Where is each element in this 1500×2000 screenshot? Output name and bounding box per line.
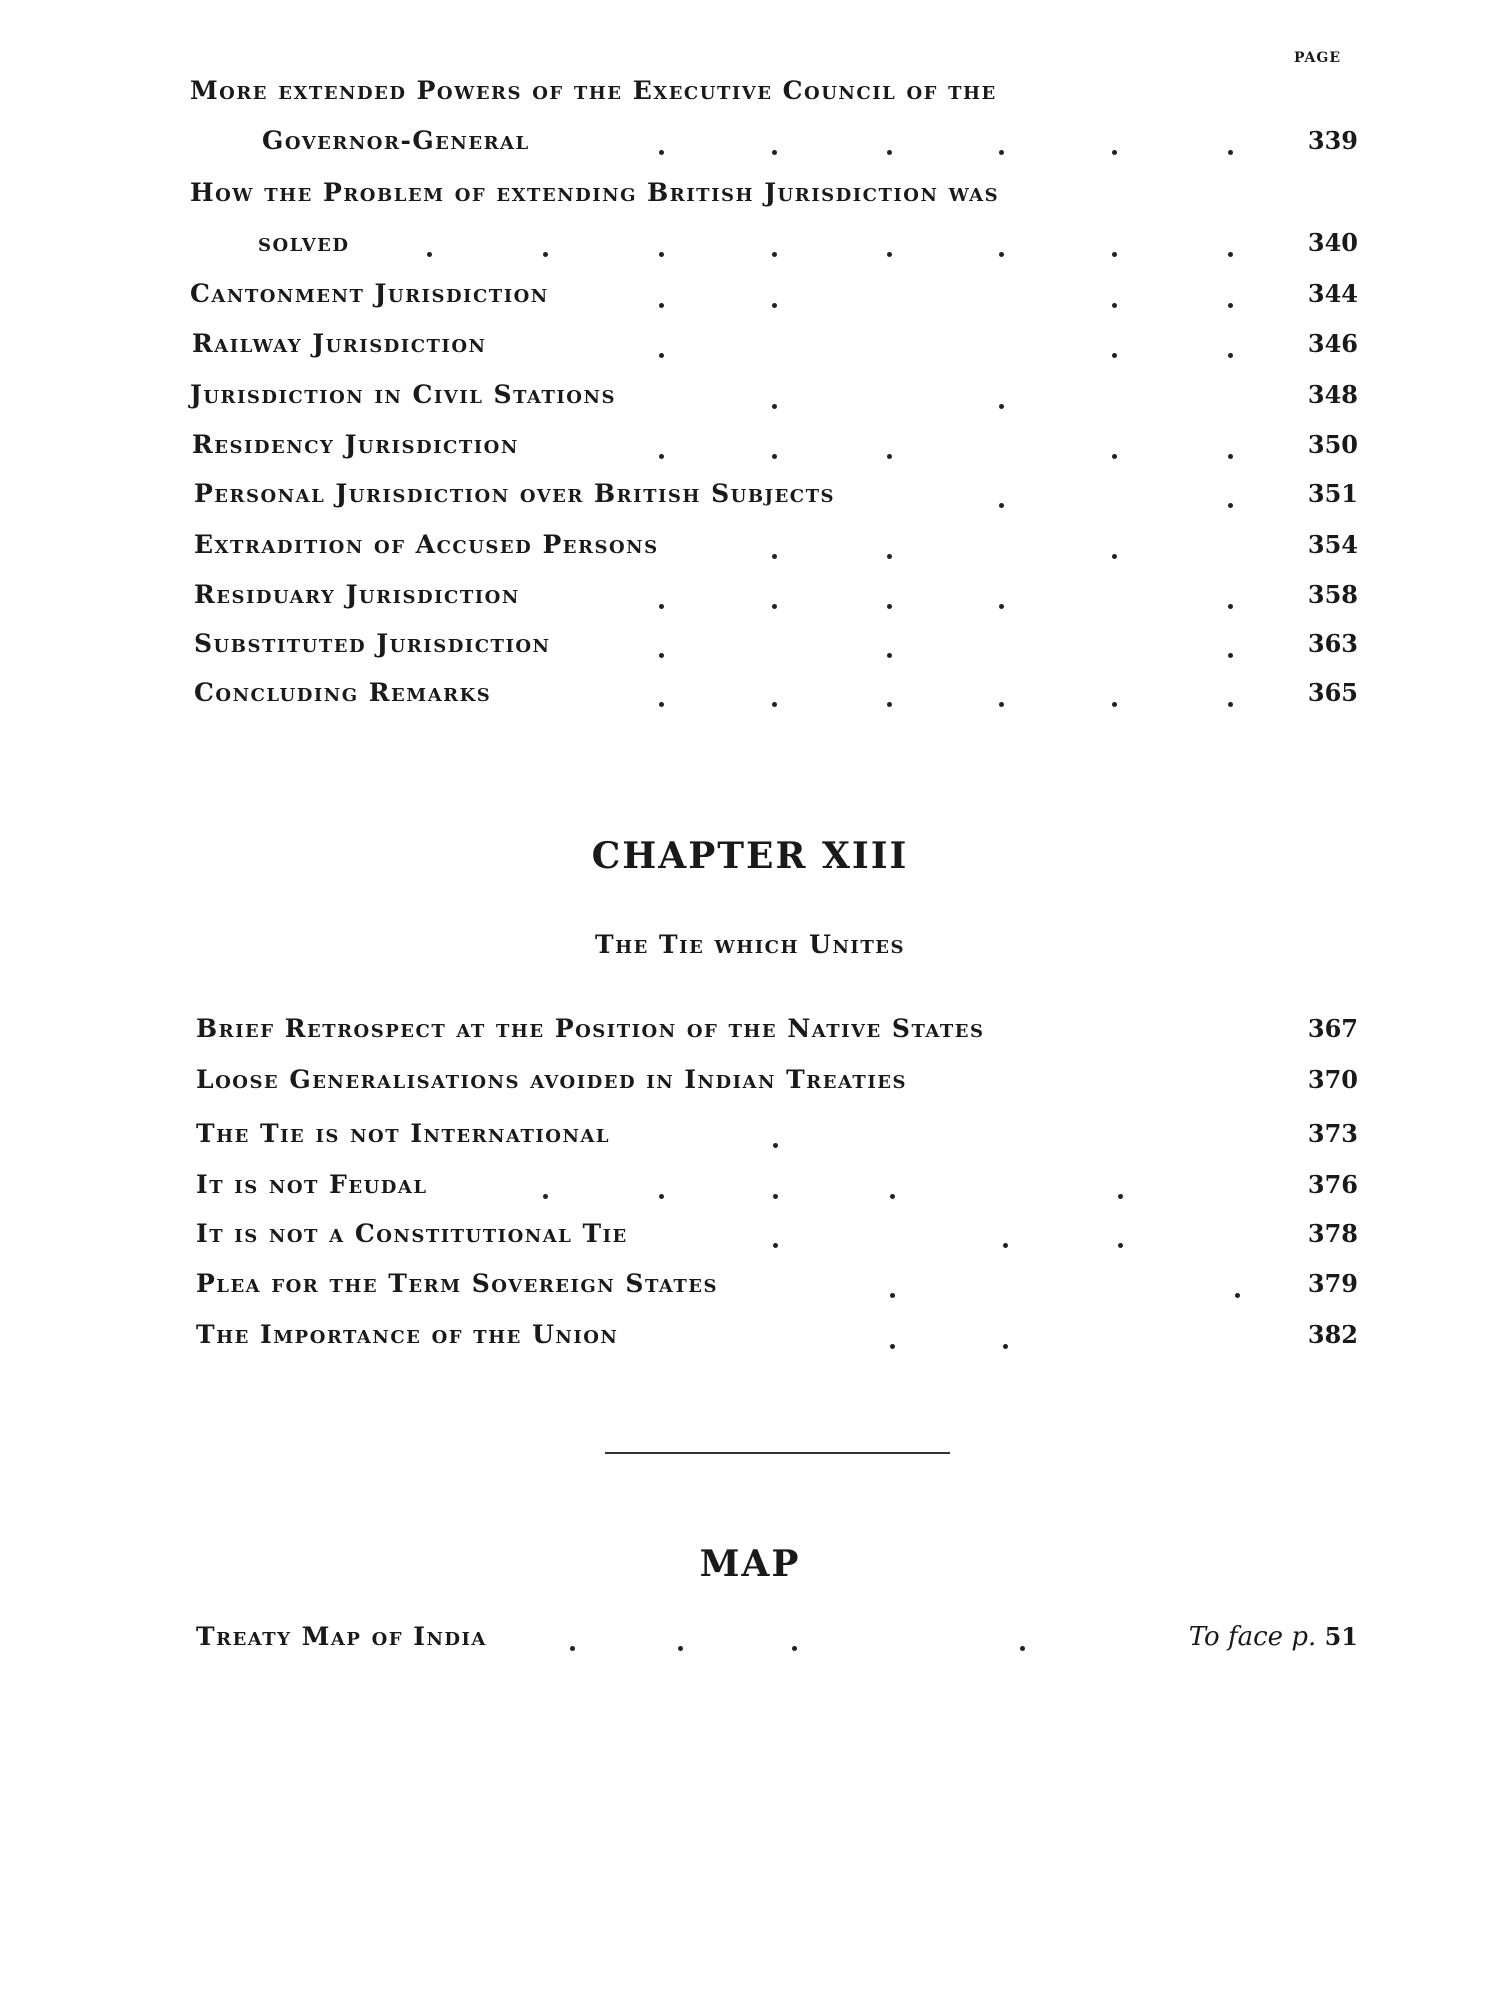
toc-entry-page: 376 [1307,1170,1358,1199]
toc-entry-page: 344 [1307,279,1358,308]
toc-entry-title: Plea for the Term Sovereign States [196,1269,718,1298]
to-face-label: To face p. [1188,1622,1317,1652]
leader-dot [887,604,892,609]
leader-dot [1003,1344,1008,1349]
leader-dot [887,653,892,658]
leader-dot [772,702,777,707]
toc-entry-title: Substituted Jurisdiction [194,629,551,658]
leader-dot [772,604,777,609]
leader-dot [1228,503,1233,508]
toc-entry[interactable] [0,1014,1500,1054]
leader-dot [1112,150,1117,155]
toc-entry-page: 378 [1307,1219,1358,1248]
leader-dot [890,1344,895,1349]
leader-dot [659,150,664,155]
leader-dot [772,303,777,308]
map-heading: MAP [699,1543,801,1585]
toc-entry[interactable] [0,228,1500,268]
leader-dot [792,1646,797,1651]
toc-entry[interactable] [0,1065,1500,1105]
leader-dot [1112,353,1117,358]
leader-dot [999,404,1004,409]
leader-dot [543,1194,548,1199]
toc-entry[interactable] [0,126,1500,166]
leader-dot [543,252,548,257]
toc-entry-title: How the Problem of extending British Jurisdiction was [190,178,1000,207]
leader-dot [659,1194,664,1199]
leader-dot [1112,702,1117,707]
toc-entry[interactable] [0,1119,1500,1159]
chapter-heading: CHAPTER XIII [591,835,909,877]
leader-dot [1112,554,1117,559]
toc-entry-page: 354 [1307,530,1358,559]
leader-dot [887,150,892,155]
toc-entry-title: Extradition of Accused Persons [194,530,659,559]
toc-entry-page: 358 [1307,580,1358,609]
toc-entry-title: Brief Retrospect at the Position of the Native States [196,1014,985,1043]
leader-dot [1228,150,1233,155]
toc-entry-title: Concluding Remarks [194,678,492,707]
leader-dot [887,252,892,257]
leader-dot [999,150,1004,155]
leader-dot [1228,454,1233,459]
page-column-label: PAGE [1294,50,1341,66]
toc-entry[interactable] [0,1320,1500,1360]
map-page-number: 51 [1324,1622,1358,1651]
toc-entry-page: 363 [1307,629,1358,658]
leader-dot [427,252,432,257]
leader-dot [773,1143,778,1148]
leader-dot [887,554,892,559]
toc-entry[interactable] [0,329,1500,369]
toc-entry-page: 365 [1307,678,1358,707]
toc-entry[interactable] [0,279,1500,319]
toc-entry[interactable] [0,1170,1500,1210]
leader-dot [659,702,664,707]
toc-entry-page: 348 [1307,380,1358,409]
leader-dot [772,404,777,409]
toc-entry[interactable] [0,430,1500,470]
toc-entry[interactable] [0,678,1500,718]
toc-entry-title: Loose Generalisations avoided in Indian Treaties [196,1065,907,1094]
leader-dot [887,702,892,707]
leader-dot [773,1194,778,1199]
leader-dot [772,252,777,257]
toc-entry-title: Residuary Jurisdiction [194,580,520,609]
leader-dot [659,604,664,609]
leader-dot [1228,303,1233,308]
leader-dot [659,353,664,358]
leader-dot [1112,454,1117,459]
divider-rule [605,1452,950,1454]
toc-entry-page: 370 [1307,1065,1358,1094]
toc-entry-title: Jurisdiction in Civil Stations [190,380,616,409]
leader-dot [773,1243,778,1248]
leader-dot [999,702,1004,707]
leader-dot [659,653,664,658]
leader-dot [1228,252,1233,257]
toc-entry[interactable] [0,1219,1500,1259]
toc-entry-page: 346 [1307,329,1358,358]
leader-dot [1228,702,1233,707]
leader-dot [890,1194,895,1199]
toc-entry-page: 340 [1307,228,1358,257]
toc-entry-title: Treaty Map of India [196,1622,487,1651]
chapter-subtitle: The Tie which Unites [595,930,905,959]
leader-dot [772,454,777,459]
toc-entry-title: Residency Jurisdiction [192,430,519,459]
leader-dot [1118,1243,1123,1248]
leader-dot [999,252,1004,257]
leader-dot [659,252,664,257]
toc-entry-page [1189,1622,1358,1652]
leader-dot [1112,252,1117,257]
toc-entry-title: Governor-General [262,126,530,155]
toc-entry-title: solved [258,228,350,257]
leader-dot [1003,1243,1008,1248]
leader-dot [570,1646,575,1651]
toc-entry[interactable] [0,580,1500,620]
toc-entry-page: 351 [1307,479,1358,508]
toc-entry-map[interactable] [0,1622,1500,1662]
toc-entry[interactable] [0,380,1500,420]
leader-dot [887,454,892,459]
toc-entry-page: 339 [1307,126,1358,155]
toc-entry-title: It is not a Constitutional Tie [196,1219,628,1248]
toc-entry-page: 367 [1307,1014,1358,1043]
leader-dot [890,1293,895,1298]
toc-entry-title: The Importance of the Union [196,1320,619,1349]
toc-entry-page: 350 [1307,430,1358,459]
toc-entry-page: 379 [1307,1269,1358,1298]
toc-entry-title: Cantonment Jurisdiction [190,279,549,308]
leader-dot [1228,653,1233,658]
leader-dot [1235,1293,1240,1298]
leader-dot [1228,353,1233,358]
toc-entry[interactable] [0,178,1500,218]
leader-dot [999,604,1004,609]
leader-dot [772,554,777,559]
leader-dot [1112,303,1117,308]
toc-entry[interactable] [0,76,1500,116]
leader-dot [1020,1646,1025,1651]
leader-dot [678,1646,683,1651]
leader-dot [1118,1194,1123,1199]
leader-dot [659,454,664,459]
toc-entry[interactable] [0,479,1500,519]
toc-entry-title: Personal Jurisdiction over British Subjects [194,479,836,508]
toc-entry-title: More extended Powers of the Executive Council of the [190,76,997,105]
toc-entry-page: 373 [1307,1119,1358,1148]
leader-dot [772,150,777,155]
toc-entry[interactable] [0,1269,1500,1309]
leader-dot [659,303,664,308]
toc-entry[interactable] [0,530,1500,570]
toc-entry-title: It is not Feudal [196,1170,428,1199]
toc-entry-page: 382 [1307,1320,1358,1349]
toc-entry-title: The Tie is not International [196,1119,611,1148]
toc-entry[interactable] [0,629,1500,669]
leader-dot [999,503,1004,508]
toc-entry-title: Railway Jurisdiction [192,329,487,358]
leader-dot [1228,604,1233,609]
